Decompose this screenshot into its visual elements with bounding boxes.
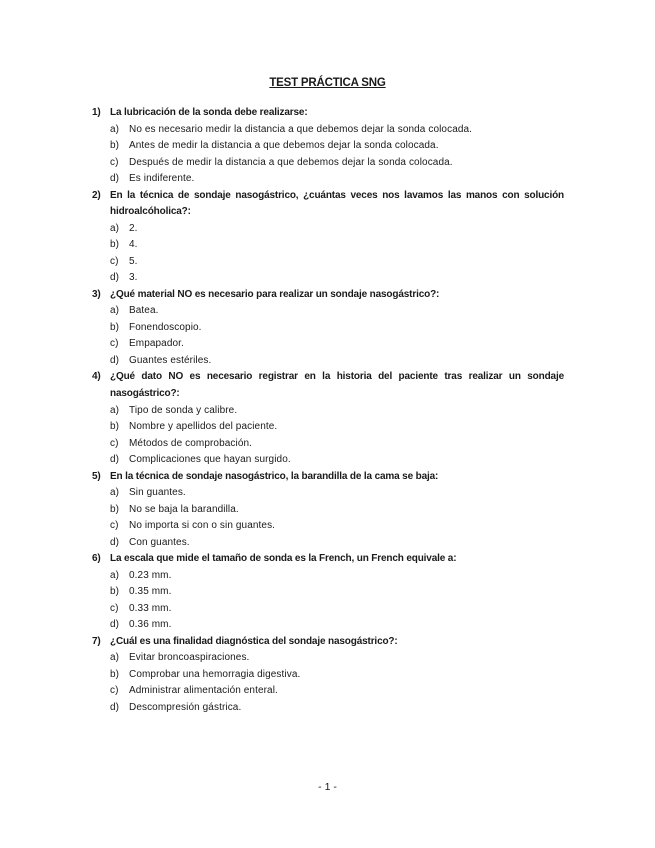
option-c (92, 336, 564, 353)
option-d (92, 353, 564, 370)
option-letter: b) (110, 586, 120, 598)
question-number: 1) (92, 107, 101, 118)
option-letter: b) (110, 668, 120, 680)
option-letter: b) (110, 239, 120, 251)
option-list (92, 650, 564, 716)
option-letter: d) (110, 619, 120, 631)
question-6 (92, 551, 564, 634)
option-letter: c) (110, 437, 119, 449)
option-text: No importa si con o sin guantes. (129, 520, 276, 532)
question-7 (92, 634, 564, 717)
option-text: 0.33 mm. (129, 602, 172, 614)
option-letter: b) (110, 503, 120, 515)
option-c (92, 436, 564, 453)
option-letter: d) (110, 272, 120, 284)
option-c (92, 518, 564, 535)
question-text: En la técnica de sondaje nasogástrico, la barandilla de la cama se baja: (110, 470, 439, 482)
option-text: Métodos de comprobación. (129, 437, 253, 449)
option-text: No es necesario medir la distancia a que debemos dejar la sonda colocada. (129, 123, 473, 135)
option-letter: a) (110, 222, 120, 234)
option-text: Guantes estériles. (129, 354, 212, 366)
option-letter: c) (110, 520, 119, 532)
option-a (92, 650, 564, 667)
option-text: Evitar broncoaspiraciones. (129, 652, 250, 664)
option-letter: a) (110, 123, 120, 135)
option-text: Con guantes. (129, 536, 190, 548)
option-text: 0.36 mm. (129, 619, 172, 631)
question-4 (92, 369, 564, 468)
question-text: ¿Qué dato NO es necesario registrar en la historia del paciente tras realizar un sondaje nasogástrico?: (110, 371, 564, 399)
question-2 (92, 188, 564, 287)
question-text: La lubricación de la sonda debe realizarse: (110, 107, 308, 118)
option-text: 2. (129, 222, 138, 234)
option-letter: d) (110, 701, 120, 713)
option-letter: d) (110, 536, 120, 548)
option-letter: c) (110, 338, 119, 350)
option-letter: b) (110, 421, 120, 433)
option-text: Es indiferente. (129, 173, 195, 185)
option-c (92, 155, 564, 172)
option-letter: a) (110, 487, 120, 499)
option-a (92, 568, 564, 585)
option-d (92, 617, 564, 634)
option-a (92, 403, 564, 420)
option-b (92, 502, 564, 519)
option-text: 3. (129, 272, 138, 284)
page-number: - 1 - (318, 781, 337, 793)
option-text: Administrar alimentación enteral. (129, 685, 278, 697)
option-text: 5. (129, 255, 138, 267)
question-number: 5) (92, 470, 101, 482)
option-letter: c) (110, 156, 119, 168)
question-text: ¿Qué material NO es necesario para realizar un sondaje nasogástrico?: (110, 288, 440, 300)
option-a (92, 485, 564, 502)
option-c (92, 683, 564, 700)
option-letter: d) (110, 173, 120, 185)
question-text: En la técnica de sondaje nasogástrico, ¿cuántas veces nos lavamos las manos con solución hidroalcóholica?: (110, 189, 564, 218)
option-b (92, 584, 564, 601)
option-text: 4. (129, 239, 138, 251)
option-list (92, 303, 564, 369)
option-text: Complicaciones que hayan surgido. (129, 454, 291, 466)
option-b (92, 419, 564, 436)
option-letter: d) (110, 454, 120, 466)
question-header (92, 188, 564, 221)
option-letter: c) (110, 685, 119, 697)
option-d (92, 171, 564, 188)
option-a (92, 122, 564, 139)
option-letter: a) (110, 652, 120, 664)
question-number: 4) (92, 371, 101, 383)
question-1 (92, 105, 564, 188)
question-header (92, 551, 564, 568)
option-d (92, 535, 564, 552)
option-list (92, 122, 564, 188)
option-list (92, 403, 564, 469)
option-letter: d) (110, 354, 120, 366)
option-d (92, 700, 564, 717)
option-text: Tipo de sonda y calibre. (129, 404, 238, 416)
option-letter: a) (110, 305, 120, 317)
option-list (92, 485, 564, 551)
question-header (92, 369, 564, 402)
question-text: ¿Cuál es una finalidad diagnóstica del sondaje nasogástrico?: (110, 635, 398, 647)
option-text: Comprobar una hemorragia digestiva. (129, 668, 301, 680)
option-list (92, 221, 564, 287)
question-header (92, 469, 564, 486)
option-text: Empapador. (129, 338, 184, 350)
question-5 (92, 469, 564, 552)
option-text: Antes de medir la distancia a que debemos dejar la sonda colocada. (129, 140, 439, 152)
option-text: Fonendoscopio. (129, 321, 202, 333)
document-title: TEST PRÁCTICA SNG (269, 77, 386, 89)
option-text: Después de medir la distancia a que debemos dejar la sonda colocada. (129, 156, 453, 168)
option-text: No se baja la barandilla. (129, 503, 239, 515)
option-letter: c) (110, 255, 119, 267)
question-list (92, 105, 564, 716)
option-text: 0.35 mm. (129, 586, 172, 598)
option-letter: c) (110, 602, 119, 614)
option-letter: b) (110, 321, 120, 333)
option-text: Sin guantes. (129, 487, 186, 499)
option-text: Descompresión gástrica. (129, 701, 242, 713)
question-number: 3) (92, 288, 101, 300)
option-b (92, 667, 564, 684)
option-text: Nombre y apellidos del paciente. (129, 421, 278, 433)
option-c (92, 254, 564, 271)
option-text: Batea. (129, 305, 159, 317)
option-b (92, 138, 564, 155)
question-number: 2) (92, 189, 101, 201)
option-letter: a) (110, 569, 120, 581)
option-list (92, 568, 564, 634)
option-a (92, 221, 564, 238)
option-text: 0.23 mm. (129, 569, 172, 581)
question-header (92, 287, 564, 304)
question-3 (92, 287, 564, 370)
question-header (92, 634, 564, 651)
option-b (92, 320, 564, 337)
option-letter: a) (110, 404, 120, 416)
question-header (92, 105, 564, 122)
option-letter: b) (110, 140, 120, 152)
question-number: 6) (92, 553, 101, 565)
option-b (92, 237, 564, 254)
question-number: 7) (92, 635, 101, 647)
option-a (92, 303, 564, 320)
option-d (92, 452, 564, 469)
question-text: La escala que mide el tamaño de sonda es la French, un French equivale a: (110, 553, 457, 565)
option-d (92, 270, 564, 287)
option-c (92, 601, 564, 618)
